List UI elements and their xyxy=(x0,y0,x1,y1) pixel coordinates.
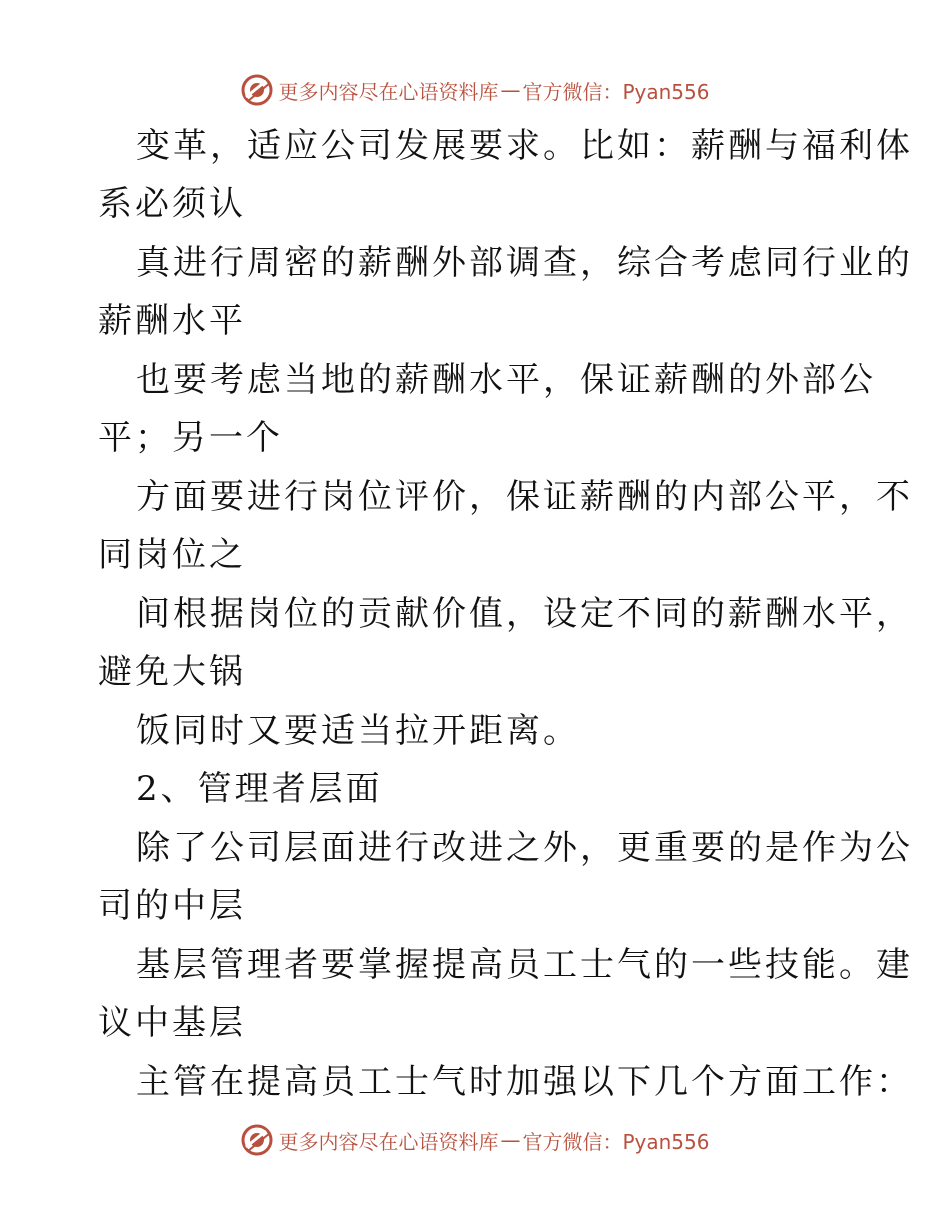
text-line: 同岗位之 xyxy=(98,535,246,575)
text-line: 方面要进行岗位评价，保证薪酬的内部公平，不 xyxy=(136,477,913,517)
text-line: 基层管理者要掌握提高员工士气的一些技能。建 xyxy=(136,945,913,985)
text-line: 间根据岗位的贡献价值，设定不同的薪酬水平， xyxy=(136,594,913,634)
text-line: 薪酬水平 xyxy=(98,301,246,341)
text-line: 主管在提高员工士气时加强以下几个方面工作： xyxy=(136,1062,913,1102)
book-logo-icon xyxy=(240,73,274,107)
banner-left-text: 更多内容尽在心语资料库 xyxy=(278,79,499,104)
text-line: 避免大锅 xyxy=(98,652,246,692)
footer-watermark-banner xyxy=(0,1120,950,1160)
text-line: 系必须认 xyxy=(98,184,246,224)
banner-separator: — xyxy=(500,1128,521,1152)
text-line: 也要考虑当地的薪酬水平，保证薪酬的外部公 xyxy=(136,360,876,400)
text-line: 饭同时又要适当拉开距离。 xyxy=(136,711,580,751)
header-watermark-banner xyxy=(0,70,950,110)
banner-separator: — xyxy=(500,78,521,102)
banner-right-text: 官方微信：Pyan556 xyxy=(522,1129,710,1154)
book-logo-icon xyxy=(240,1123,274,1157)
banner-right-text: 官方微信：Pyan556 xyxy=(522,79,710,104)
section-heading: 2、管理者层面 xyxy=(136,769,383,809)
text-line: 平；另一个 xyxy=(98,418,283,458)
text-line: 司的中层 xyxy=(98,886,246,926)
text-line: 变革，适应公司发展要求。比如：薪酬与福利体 xyxy=(136,126,913,166)
text-line: 真进行周密的薪酬外部调查，综合考虑同行业的 xyxy=(136,243,913,283)
text-line: 议中基层 xyxy=(98,1003,246,1043)
banner-left-text: 更多内容尽在心语资料库 xyxy=(278,1129,499,1154)
text-line: 除了公司层面进行改进之外，更重要的是作为公 xyxy=(136,828,913,868)
